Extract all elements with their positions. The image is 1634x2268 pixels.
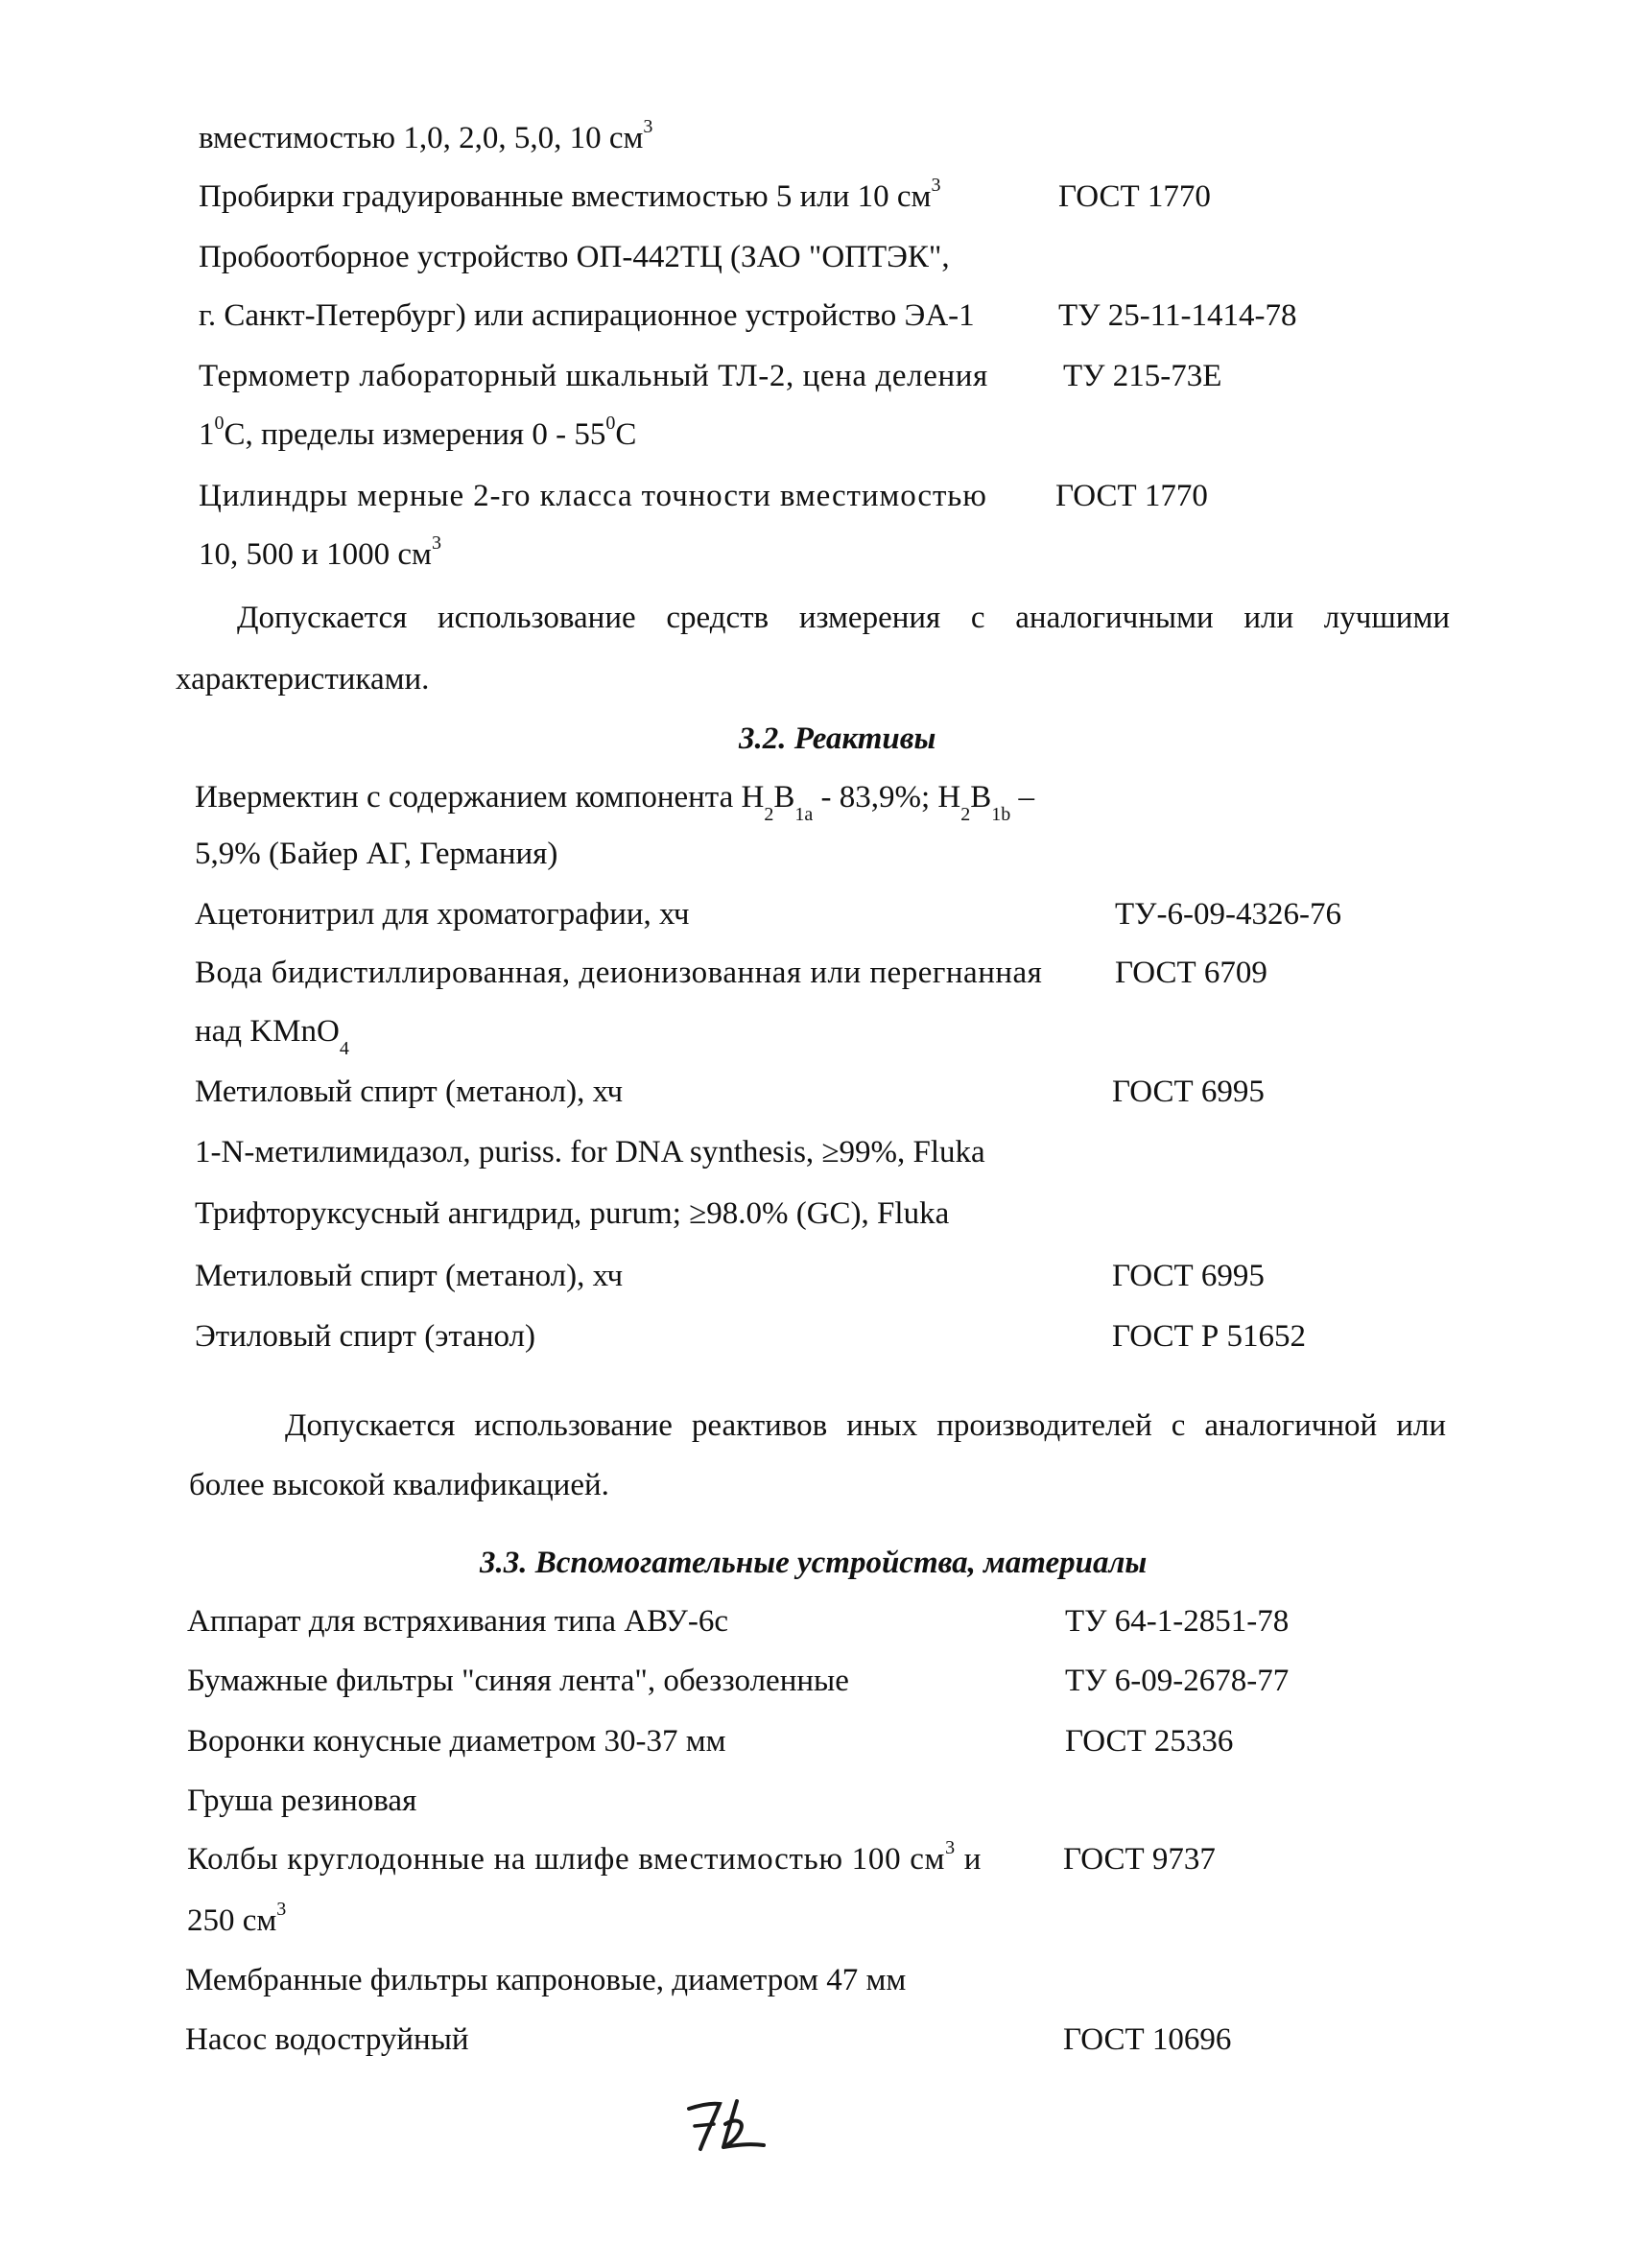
line-thermometer-2 (199, 415, 636, 454)
allowed-reagents-text-2: более высокой квалификацией. (189, 1468, 609, 1502)
line-membrane: Мембранные фильтры капроновые, диаметром 47 мм (185, 1963, 907, 1997)
text: 250 см (187, 1903, 277, 1938)
line-sampler: Пробоотборное устройство ОП-442ТЦ (ЗАО "ОПТЭК", (199, 240, 950, 274)
text: вместимостью 1,0, 2,0, 5,0, 10 см (199, 121, 644, 155)
std-tubes: ГОСТ 1770 (1058, 179, 1211, 214)
std-water: ГОСТ 6709 (1115, 956, 1267, 990)
std-thermometer: ТУ 215-73Е (1063, 359, 1222, 393)
line-acetonitrile: Ацетонитрил для хроматографии, хч (195, 897, 690, 932)
line-cylinders: Цилиндры мерные 2-го класса точности вместимостью (199, 479, 987, 513)
text: Пробирки градуированные вместимостью 5 или 10 см (199, 179, 932, 214)
superscript: 3 (643, 116, 653, 137)
page-number-handwritten (681, 2091, 768, 2159)
line-water: Вода бидистиллированная, деионизованная или перегнанная (195, 956, 1043, 990)
text: Ивермектин с содержанием компонента H (195, 780, 765, 815)
subscript: 1a (794, 803, 814, 825)
line-funnels: Воронки конусные диаметром 30-37 мм (187, 1724, 726, 1759)
heading-auxiliary: 3.3. Вспомогательные устройства, материалы (480, 1546, 1148, 1580)
line-water-2 (195, 1012, 349, 1059)
allowed-reagents-text (285, 1406, 1446, 1445)
superscript: 3 (431, 532, 441, 554)
line-shaker: Аппарат для встряхивания типа АВУ-6с (187, 1604, 728, 1639)
text: B (970, 780, 992, 815)
superscript: 3 (931, 175, 941, 196)
allowed-instruments-text-2: характеристиками. (176, 662, 430, 697)
std-pump: ГОСТ 10696 (1063, 2022, 1232, 2057)
subscript: 2 (960, 803, 971, 825)
subscript: 4 (339, 1037, 349, 1059)
line-sampler-2: г. Санкт-Петербург) или аспирационное устройство ЭА-1 (199, 298, 975, 333)
text: Допускается использование средств измерения с аналогичными или лучшими (237, 601, 1450, 635)
text: над KMnO (195, 1014, 340, 1049)
line-flasks-2 (187, 1899, 287, 1940)
std-ethanol: ГОСТ Р 51652 (1112, 1319, 1307, 1354)
text: С (615, 417, 637, 452)
line-methylimidazole: 1-N-метилимидазол, puriss. for DNA synthesis, ≥99%, Fluka (195, 1135, 985, 1169)
allowed-instruments-text (237, 599, 1450, 637)
line-ethanol: Этиловый спирт (этанол) (195, 1319, 536, 1354)
std-cylinders: ГОСТ 1770 (1055, 479, 1208, 513)
line-thermometer: Термометр лабораторный шкальный ТЛ-2, цена деления (199, 359, 988, 393)
line-filters: Бумажные фильтры "синяя лента", обеззоленные (187, 1664, 849, 1698)
line-methanol-2: Метиловый спирт (метанол), хч (195, 1259, 624, 1293)
std-shaker: ТУ 64-1-2851-78 (1065, 1604, 1290, 1639)
text: Колбы круглодонные на шлифе вместимостью 100 см (187, 1842, 946, 1877)
std-sampler: ТУ 25-11-1414-78 (1058, 298, 1297, 333)
subscript: 1b (991, 803, 1011, 825)
std-methanol-2: ГОСТ 6995 (1112, 1259, 1265, 1293)
text: B (773, 780, 795, 815)
std-funnels: ГОСТ 25336 (1065, 1724, 1234, 1759)
std-acetonitrile: ТУ-6-09-4326-76 (1115, 897, 1341, 932)
subscript: 2 (764, 803, 774, 825)
superscript: 0 (605, 413, 616, 434)
std-flasks: ГОСТ 9737 (1063, 1842, 1216, 1877)
text: - 83,9%; H (813, 780, 961, 815)
text: 1 (199, 417, 215, 452)
text: С, пределы измерения 0 - 55 (224, 417, 606, 452)
line-tfaa: Трифторуксусный ангидрид, purum; ≥98.0% (GC), Fluka (195, 1196, 950, 1231)
line-bulb: Груша резиновая (187, 1784, 417, 1818)
heading-reagents: 3.2. Реактивы (739, 721, 936, 756)
line-pump: Насос водоструйный (185, 2022, 469, 2057)
line-cylinders-2 (199, 532, 441, 574)
text: – (1010, 780, 1035, 815)
superscript: 0 (214, 413, 225, 434)
line-ivermectin-2: 5,9% (Байер АГ, Германия) (195, 837, 558, 871)
text: и (955, 1842, 983, 1877)
std-filters: ТУ 6-09-2678-77 (1065, 1664, 1290, 1698)
line-vessels (199, 116, 653, 157)
line-tubes (199, 177, 940, 216)
text: 10, 500 и 1000 см (199, 537, 432, 572)
std-methanol: ГОСТ 6995 (1112, 1075, 1265, 1109)
line-ivermectin (195, 778, 1035, 825)
line-methanol: Метиловый спирт (метанол), хч (195, 1075, 624, 1109)
superscript: 3 (945, 1837, 956, 1858)
superscript: 3 (276, 1899, 287, 1920)
text: Допускается использование реактивов иных производителей с аналогичной или (285, 1408, 1446, 1443)
line-flasks (187, 1837, 983, 1878)
